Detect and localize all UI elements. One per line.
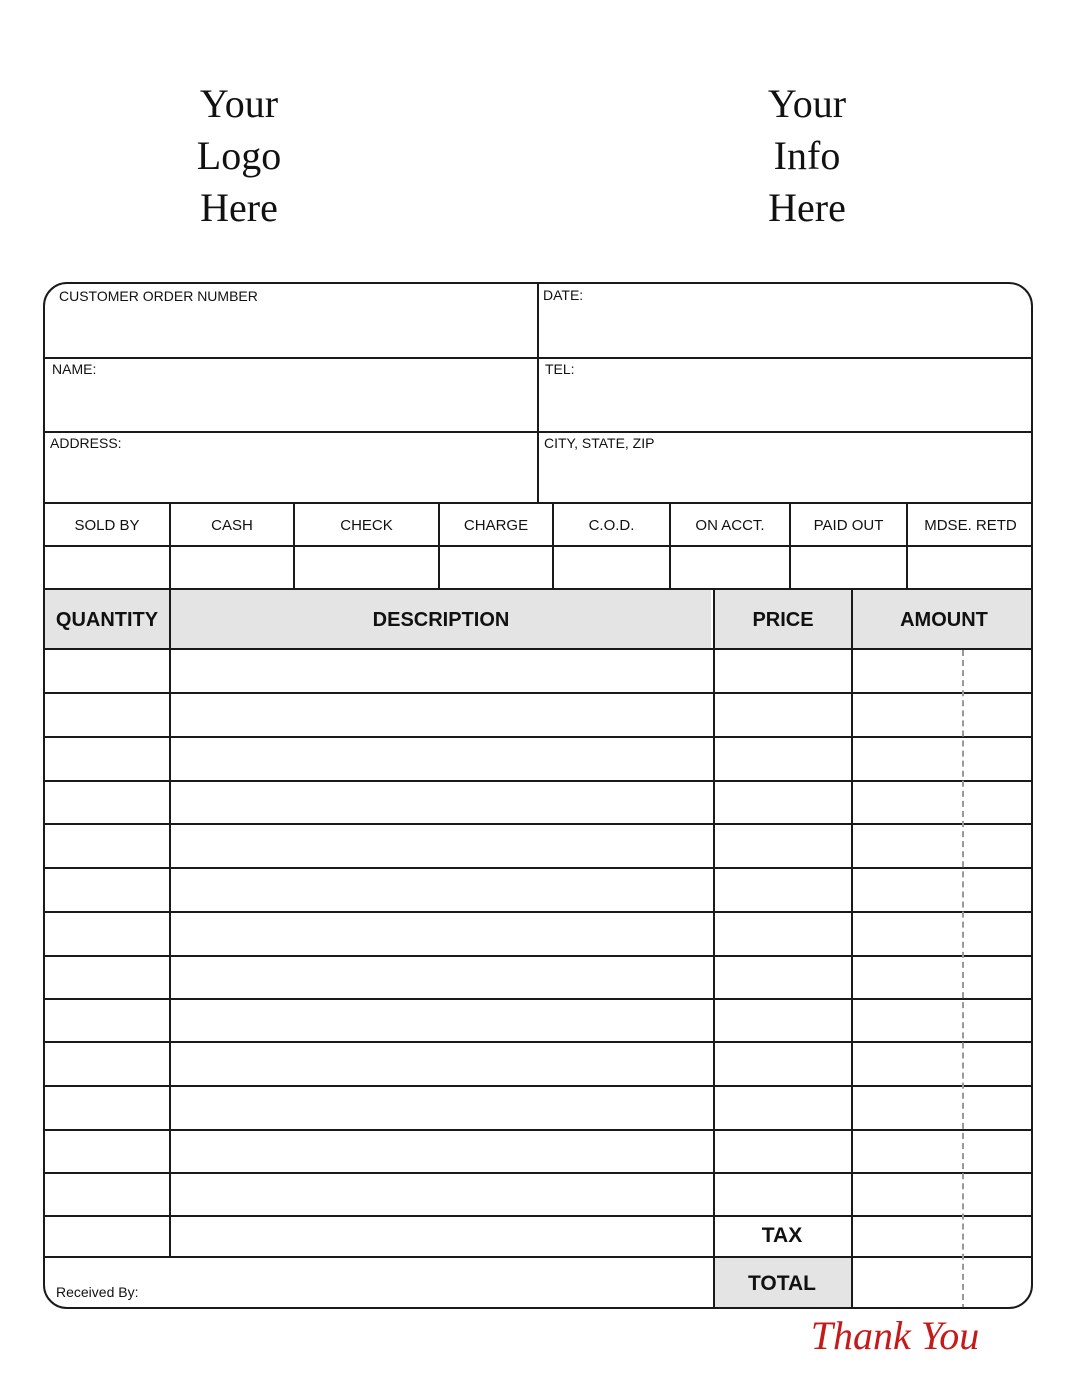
- logo-line: Your: [199, 81, 279, 126]
- cash-field[interactable]: [171, 546, 293, 590]
- amount-cents-divider: [962, 650, 964, 1309]
- divider: [169, 502, 171, 590]
- total-label: TOTAL: [747, 1271, 817, 1295]
- info-line: Here: [768, 185, 846, 230]
- table-row: [45, 955, 1031, 957]
- divider: [713, 588, 715, 1309]
- info-line: Your: [767, 81, 847, 126]
- divider: [789, 502, 791, 590]
- city-state-zip-label: CITY, STATE, ZIP: [544, 435, 655, 451]
- pay-col-cash: CASH: [211, 516, 253, 534]
- divider: [169, 588, 171, 1258]
- charge-field[interactable]: [440, 546, 552, 590]
- col-amount: AMOUNT: [853, 590, 1033, 650]
- sold-by-field[interactable]: [45, 546, 169, 590]
- on-acct-field[interactable]: [671, 546, 789, 590]
- table-row: [45, 1085, 1031, 1087]
- tax-label: TAX: [761, 1223, 803, 1247]
- pay-col-cod: C.O.D.: [588, 516, 635, 534]
- date-field[interactable]: [539, 308, 1033, 356]
- table-row: [45, 823, 1031, 825]
- logo-line: Here: [200, 185, 278, 230]
- pay-col-sold-by: SOLD BY: [74, 516, 140, 534]
- tel-field[interactable]: [539, 380, 1033, 430]
- table-row: [45, 911, 1031, 913]
- table-row: [45, 692, 1031, 694]
- divider: [293, 502, 295, 590]
- table-row: [45, 648, 1031, 650]
- divider: [906, 502, 908, 590]
- pay-col-mdse-retd: MDSE. RETD: [924, 516, 1017, 534]
- col-quantity: QUANTITY: [45, 590, 169, 650]
- total-amount-field[interactable]: [853, 1258, 1033, 1309]
- table-row: [45, 1129, 1031, 1131]
- table-row: [45, 998, 1031, 1000]
- check-field[interactable]: [295, 546, 438, 590]
- received-by-label: Received By:: [56, 1284, 139, 1300]
- table-row: [45, 780, 1031, 782]
- customer-order-number-label: CUSTOMER ORDER NUMBER: [59, 288, 258, 304]
- address-label: ADDRESS:: [50, 435, 122, 451]
- tax-amount-field[interactable]: [853, 1217, 1033, 1256]
- thank-you-text: Thank You: [810, 1313, 980, 1358]
- tel-label: TEL:: [545, 361, 575, 377]
- paid-out-field[interactable]: [791, 546, 906, 590]
- table-row: [45, 867, 1031, 869]
- col-description: DESCRIPTION: [171, 590, 711, 650]
- pay-col-check: CHECK: [340, 516, 393, 534]
- date-label: DATE:: [543, 287, 584, 303]
- info-line: Info: [773, 133, 841, 178]
- pay-col-paid-out: PAID OUT: [813, 516, 884, 534]
- pay-col-charge: CHARGE: [463, 516, 529, 534]
- table-row: [45, 1041, 1031, 1043]
- divider: [669, 502, 671, 590]
- divider: [438, 502, 440, 590]
- info-placeholder: [677, 78, 937, 234]
- logo-line: Logo: [196, 133, 282, 178]
- table-row: [45, 736, 1031, 738]
- logo-placeholder: [109, 78, 369, 234]
- col-price: PRICE: [715, 590, 851, 650]
- divider: [851, 588, 853, 1309]
- customer-order-number-field[interactable]: [45, 308, 535, 356]
- city-state-zip-field[interactable]: [539, 454, 1033, 501]
- cod-field[interactable]: [554, 546, 669, 590]
- address-field[interactable]: [45, 454, 535, 501]
- name-label: NAME:: [52, 361, 97, 377]
- mdse-retd-field[interactable]: [908, 546, 1033, 590]
- pay-col-on-acct: ON ACCT.: [695, 516, 765, 534]
- divider: [552, 502, 554, 590]
- invoice-form: [43, 282, 1033, 1309]
- table-row: [45, 1172, 1031, 1174]
- name-field[interactable]: [45, 380, 535, 430]
